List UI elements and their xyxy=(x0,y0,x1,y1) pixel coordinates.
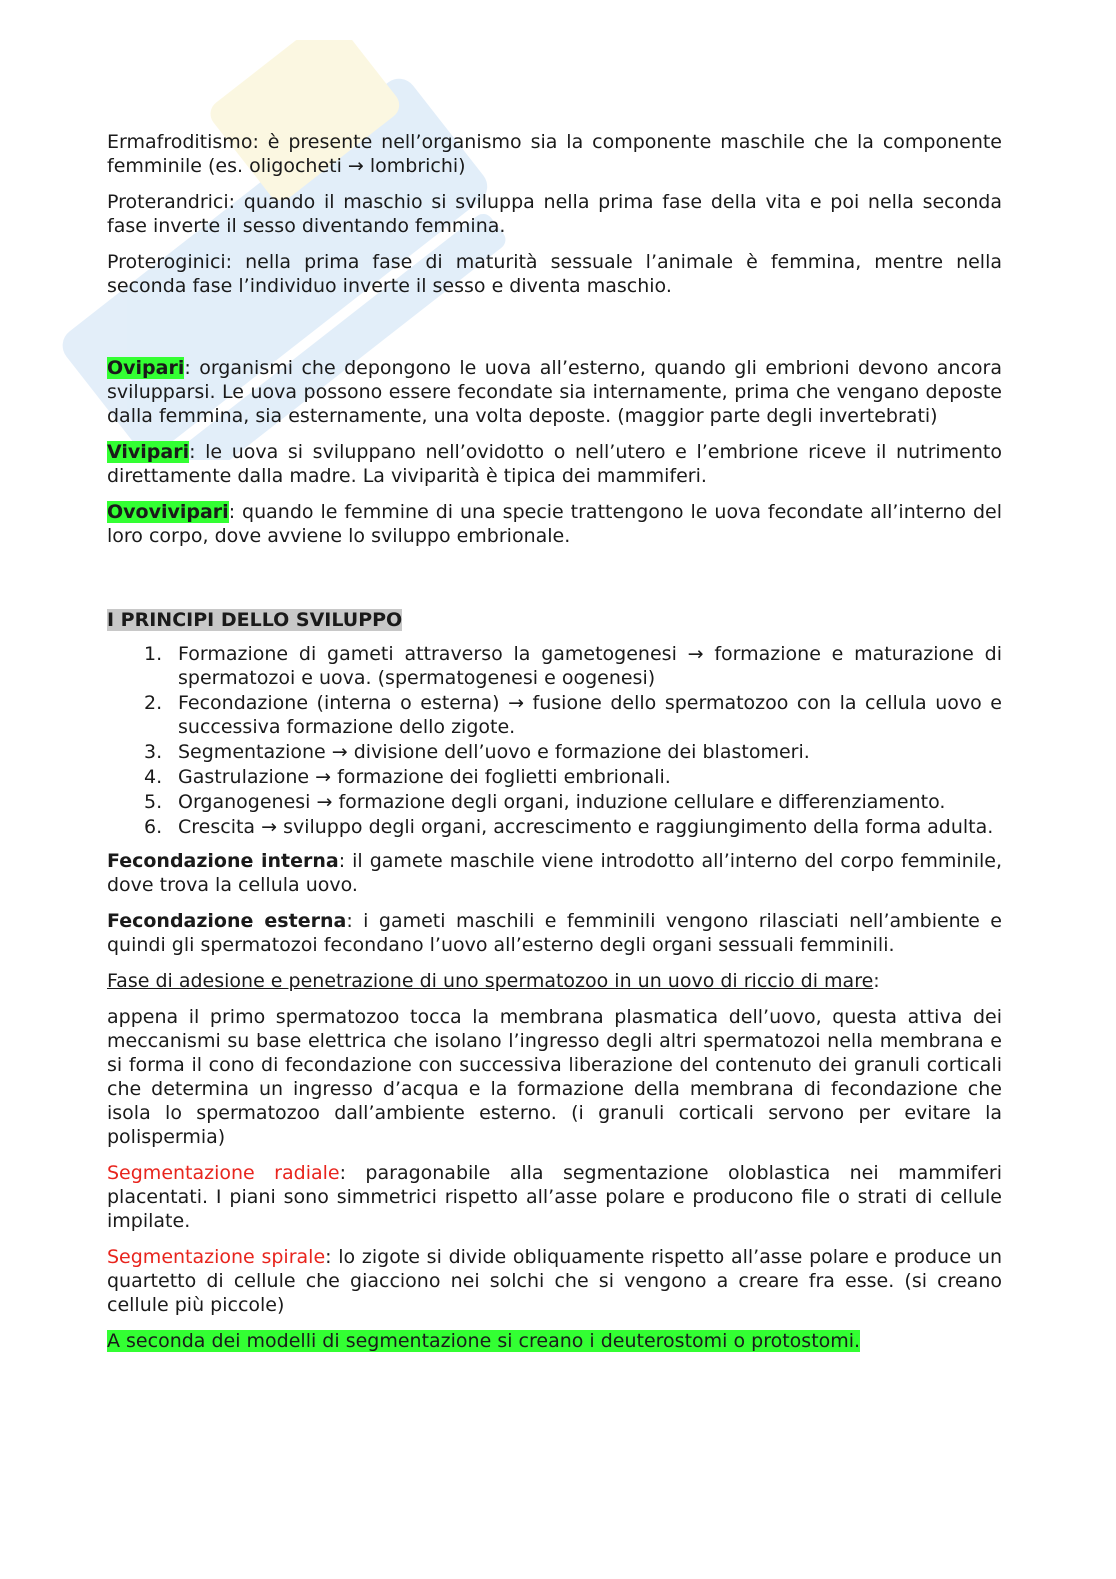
paragraph-segmentazione-radiale: Segmentazione radiale: paragonabile alla segmentazione oloblastica nei mammiferi placentati. I piani sono simmetrici rispetto all’asse polare e producono file o strati di cellule impilate. xyxy=(107,1162,1002,1232)
paragraph-fecondazione-esterna: Fecondazione esterna: i gameti maschili e femminili vengono rilasciati nell’ambiente e quindi gli spermatozoi fecondano l’uovo all’esterno degli organi sessuali femminili. xyxy=(107,910,1002,956)
section-heading: I PRINCIPI DELLO SVILUPPO xyxy=(107,609,403,631)
paragraph-ovovivipari: Ovovivipari: quando le femmine di una specie trattengono le uova fecondate all’interno del loro corpo, dove avviene lo sviluppo embrionale. xyxy=(107,501,1002,547)
paragraph-vivipari: Vivipari: le uova si sviluppano nell’ovidotto o nell’utero e l’embrione riceve il nutrimento direttamente dalla madre. La viviparità è tipica dei mammiferi. xyxy=(107,441,1002,487)
list-item: 2. Fecondazione (interna o esterna) → fusione dello spermatozoo con la cellula uovo e successiva formazione dello zigote. xyxy=(144,692,1002,738)
list-item: 6. Crescita → sviluppo degli organi, accrescimento e raggiungimento della forma adulta. xyxy=(144,816,994,838)
list-item: 3. Segmentazione → divisione dell’uovo e formazione dei blastomeri. xyxy=(144,741,810,763)
list-item: 5. Organogenesi → formazione degli organi, induzione cellulare e differenziamento. xyxy=(144,791,946,813)
document-page xyxy=(107,130,1002,1365)
term-vivipari: Vivipari xyxy=(107,441,190,463)
term-ovipari: Ovipari xyxy=(107,357,185,379)
paragraph-fase-text: appena il primo spermatozoo tocca la membrana plasmatica dell’uovo, questa attiva dei meccanismi su base elettrica che isolano l’ingresso degli altri spermatozoi nella membrana e si forma il cono di fecondazione con successiva liberazione del contenuto dei granuli corticali che determina un ingresso d’acqua e la formazione della membrana di fecondazione che isola lo spermatozoo dall’ambiente esterno. (i granuli corticali servono per evitare la polispermia) xyxy=(107,1006,1002,1148)
term-fecondazione-esterna: Fecondazione esterna xyxy=(107,910,347,932)
paragraph-proterandrici: Proterandrici: quando il maschio si sviluppa nella prima fase della vita e poi nella seconda fase inverte il sesso diventando femmina. xyxy=(107,191,1002,237)
underlined-title: Fase di adesione e penetrazione di uno spermatozoo in un uovo di riccio di mare xyxy=(107,970,874,992)
list-item: 1. Formazione di gameti attraverso la gametogenesi → formazione e maturazione di spermatozoi e uova. (spermatogenesi e oogenesi) xyxy=(144,643,1002,689)
paragraph-conclusione: A seconda dei modelli di segmentazione si creano i deuterostomi o protostomi. xyxy=(107,1330,861,1352)
term-fecondazione-interna: Fecondazione interna xyxy=(107,850,339,872)
paragraph-ovipari: Ovipari: organismi che depongono le uova all’esterno, quando gli embrioni devono ancora svilupparsi. Le uova possono essere fecondate sia internamente, prima che vengano deposte dalla femmina, sia esternamente, una volta deposte. (maggior parte degli invertebrati) xyxy=(107,357,1002,427)
paragraph-segmentazione-spirale: Segmentazione spirale: lo zigote si divide obliquamente rispetto all’asse polare e produce un quartetto di cellule che giacciono nei solchi che si vengono a creare fra esse. (si creano cellule più piccole) xyxy=(107,1246,1003,1316)
term-segmentazione-spirale: Segmentazione spirale xyxy=(107,1246,326,1268)
term-segmentazione-radiale: Segmentazione radiale xyxy=(107,1162,340,1184)
principles-list xyxy=(107,642,1002,839)
paragraph-ermafroditismo: Ermafroditismo: è presente nell’organismo sia la componente maschile che la componente femminile (es. oligocheti → lombrichi) xyxy=(107,131,1002,177)
list-item: 4. Gastrulazione → formazione dei foglietti embrionali. xyxy=(144,766,671,788)
paragraph-fecondazione-interna: Fecondazione interna: il gamete maschile viene introdotto all’interno del corpo femminile, dove trova la cellula uovo. xyxy=(107,850,1002,896)
paragraph-fase-title: Fase di adesione e penetrazione di uno spermatozoo in un uovo di riccio di mare: xyxy=(107,970,880,992)
term-ovovivipari: Ovovivipari xyxy=(107,501,229,523)
paragraph-proteroginici: Proteroginici: nella prima fase di maturità sessuale l’animale è femmina, mentre nella seconda fase l’individuo inverte il sesso e diventa maschio. xyxy=(107,251,1002,297)
